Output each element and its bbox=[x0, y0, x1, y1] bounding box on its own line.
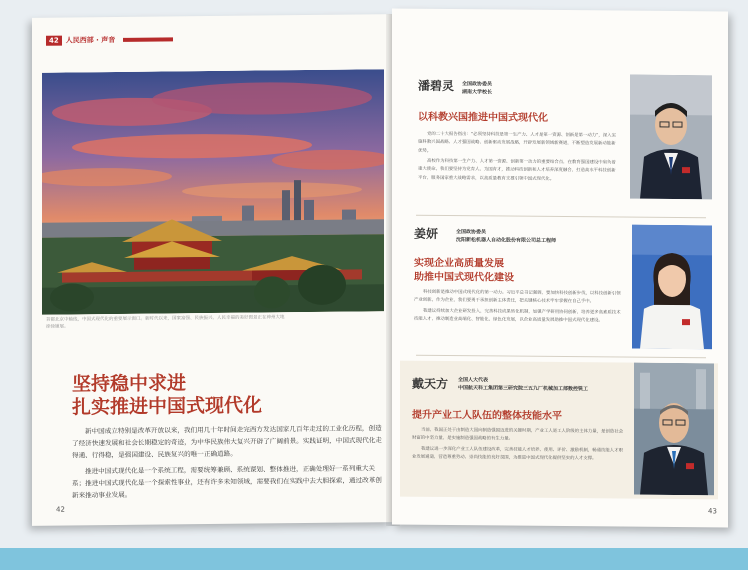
role-line: 沈阳新松机器人自动化股份有限公司总工程师 bbox=[456, 236, 557, 244]
article-body bbox=[72, 422, 382, 504]
role-line: 全国政协委员 bbox=[456, 229, 487, 236]
role-line: 湖南大学校长 bbox=[462, 88, 493, 95]
profile-card-1 bbox=[400, 69, 718, 214]
profile-text bbox=[414, 289, 622, 328]
profile-role bbox=[462, 81, 492, 96]
profile-paragraph: 科技创新是推动中国式现代化的第一动力。习近平总书记强调，要加快科技创新步伐，以科技创新引领产业创新。作为企业，我们要勇于承担创新主体责任，把关键核心技术牢牢掌握在自己手中。 bbox=[414, 289, 621, 305]
profile-card-2 bbox=[400, 221, 718, 354]
header-section: 人民西部 · 声音 bbox=[65, 36, 116, 45]
portrait-photo bbox=[634, 363, 714, 496]
role-line: 全国政协委员 bbox=[462, 81, 493, 88]
profile-paragraph: 党的二十大报告指出：“必须坚持科技是第一生产力、人才是第一资源、创新是第一动力”，深入实施科教兴国战略、人才强国战略、创新驱动发展战略，开辟发展新领域新赛道，不断塑造发展新动能新优势。 bbox=[418, 131, 616, 154]
right-page bbox=[392, 9, 728, 528]
profile-paragraph: 我建议进一步深化产业工人队伍建设改革，完善技能人才培养、使用、评价、激励机制，畅通技能人才职业发展通道，营造尊重劳动、崇尚技能的良好氛围，为推进中国式现代化提供坚实的人才支撑。 bbox=[412, 446, 623, 462]
forbidden-city-photo bbox=[42, 69, 384, 315]
profile-role bbox=[458, 377, 588, 393]
left-page bbox=[32, 14, 392, 526]
title-line: 以科教兴国推进中国式现代化 bbox=[418, 111, 548, 124]
profile-role bbox=[456, 229, 556, 245]
profile-name: 潘碧灵 bbox=[418, 78, 455, 94]
page-number-left: 42 bbox=[56, 505, 65, 514]
section-divider bbox=[416, 215, 706, 219]
portrait-photo bbox=[630, 75, 712, 200]
magazine-spread bbox=[18, 8, 734, 534]
background-banner bbox=[0, 548, 748, 570]
section-divider bbox=[416, 355, 706, 359]
header-number: 42 bbox=[46, 36, 62, 46]
page-number-right: 43 bbox=[708, 507, 717, 516]
profile-title bbox=[418, 111, 548, 126]
title-line: 提升产业工人队伍的整体技能水平 bbox=[412, 409, 562, 423]
section-header bbox=[46, 34, 173, 45]
photo-caption: 首都北京中轴线，中国式现代化的重要展示窗口。新时代以来，国家富强、民族振兴、人民幸福的美好图景正在神州大地徐徐铺展。 bbox=[46, 315, 285, 330]
profile-text bbox=[418, 131, 618, 187]
profile-name: 戴天方 bbox=[412, 376, 449, 392]
profile-name: 姜妍 bbox=[414, 226, 439, 241]
profile-title bbox=[412, 409, 562, 424]
role-line: 中国航天科工集团第三研究院三五九厂机械加工部数控铣工 bbox=[458, 384, 589, 392]
profile-paragraph: 高校作为科技第一生产力、人才第一资源、创新第一动力的重要结合点，在教育强国建设中肩负着重大使命。我们要坚持为党育人、为国育才，推动科技创新和人才培养深度融合，打造高水平科技创新平台，服务国家重大战略需求，以高质量教育支撑引领中国式现代化。 bbox=[418, 158, 616, 182]
headline-line-1: 坚持稳中求进 bbox=[72, 372, 187, 396]
profile-paragraph: 当前，我国正处于由制造大国向制造强国迈进的关键时期，产业工人是工人阶级的主体力量，是创造社会财富的中坚力量，是实施制造强国战略的有生力量。 bbox=[412, 427, 623, 442]
body-paragraph-2: 推进中国式现代化是一个系统工程，需要统筹兼顾、系统谋划、整体推进，正确处理好一系列重大关系；推进中国式现代化是一个探索性事业，还有许多未知领域，需要我们在实践中去大胆探索，通过改革创新来推动事业发展。 bbox=[72, 463, 382, 500]
profile-title bbox=[414, 257, 514, 285]
profile-card-3 bbox=[400, 361, 718, 500]
article-headline bbox=[72, 371, 262, 419]
role-line: 全国人大代表 bbox=[458, 377, 489, 384]
title-line: 助推中国式现代化建设 bbox=[414, 271, 514, 284]
title-line: 实现企业高质量发展 bbox=[414, 257, 504, 270]
body-paragraph-1: 新中国成立特别是改革开放以来，我们用几十年时间走完西方发达国家几百年走过的工业化历程，创造了经济快速发展和社会长期稳定的奇迹，为中华民族伟大复兴开辟了广阔前景。实践证明，中国式现代化走得通、行得稳，是强国建设、民族复兴的唯一正确道路。 bbox=[72, 424, 382, 460]
headline-line-2: 扎实推进中国式现代化 bbox=[72, 394, 263, 419]
profile-paragraph: 我建议持续加大企业研发投入，完善科技成果转化机制，加强产学研用协同创新，培养更多高素质技术技能人才，推动制造业高端化、智能化、绿色化发展，以企业高质量发展助推中国式现代化建设。 bbox=[414, 308, 621, 324]
portrait-photo bbox=[632, 225, 712, 350]
profile-text bbox=[412, 427, 624, 466]
header-bar bbox=[123, 37, 173, 42]
